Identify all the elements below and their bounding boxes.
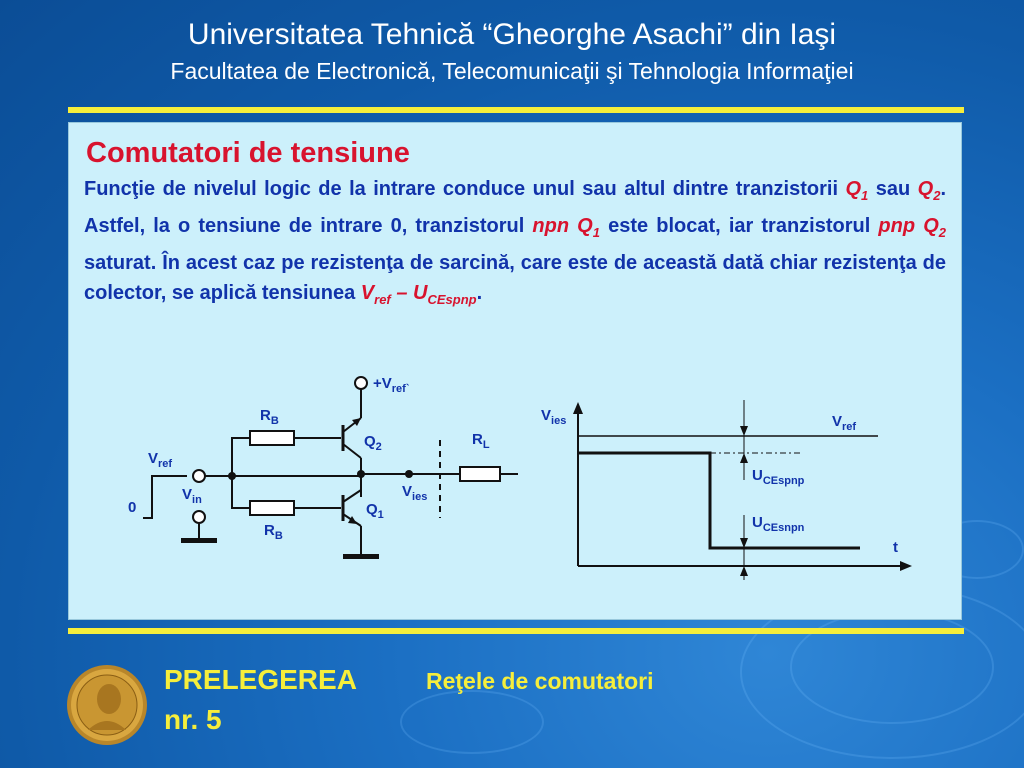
q2-collector — [343, 444, 361, 458]
vref-label: $V_{ref}$ — [832, 413, 857, 433]
vies-label: $V_{ies}$ — [402, 483, 428, 503]
q1-collector — [343, 490, 361, 502]
supply-terminal — [355, 377, 367, 389]
t-axis-label: t — [893, 539, 898, 556]
slide-title: Comutatori de tensiune — [86, 137, 410, 169]
y-axis-label: $V_{ies}$ — [541, 407, 567, 427]
ucesnpn-label: $U_{CEsnpn}$ — [752, 514, 805, 534]
input-terminal — [193, 470, 205, 482]
dim-arrow — [740, 426, 748, 436]
q2-ref: $Q_2$ — [923, 215, 946, 240]
t-axis-arrow — [900, 561, 912, 571]
circuit-dots — [181, 418, 413, 559]
rb-bottom-wire — [232, 476, 250, 508]
q2-ref: $Q_2$ — [917, 178, 941, 203]
rl-label: $R_L$ — [472, 431, 490, 451]
dim-arrow — [740, 566, 748, 576]
university-medal-logo — [67, 665, 147, 745]
body-paragraph: Funcţie de nivelul logic de la intrare conduce unul sau altul dintre tranzistorii $Q_1$ sau $Q_2$. Astfel, la o tensiune de intrare 0, tranzistorul npn $Q_1$ este blocat, iar tranzistorul pnp $Q_2$ saturat. În acest caz pe rezistenţa de sarcină, care este de această dată chiar rezistenţa de colector, se aplică tensiunea $V_{ref} - U_{CEspnp}$. — [84, 178, 946, 307]
junction-dot — [357, 470, 365, 478]
rl-resistor — [460, 467, 500, 481]
ground-bar — [343, 554, 379, 559]
q1-ref: $Q_1$ — [577, 215, 600, 240]
zero-label: 0 — [128, 499, 137, 516]
output-dot — [405, 470, 413, 478]
y-axis-arrow — [573, 402, 583, 414]
ucespnp-label: $U_{CEspnp}$ — [752, 467, 805, 487]
pnp-ref: pnp — [878, 215, 916, 237]
npn-ref: npn — [532, 215, 570, 237]
q1-ref: $Q_1$ — [845, 178, 869, 203]
input-step-wire — [143, 476, 187, 518]
lecture-number: nr. 5 — [164, 704, 222, 735]
rb-top-label: $R_B$ — [260, 407, 279, 427]
vin-label: $V_{in}$ — [182, 486, 202, 506]
bottom-divider — [68, 628, 964, 634]
output-waveform — [578, 453, 860, 548]
rb-top-resistor — [250, 431, 294, 445]
rb-bottom-label: $R_B$ — [264, 522, 283, 542]
ground-bar — [181, 538, 217, 543]
vref-input-label: $V_{ref}$ — [148, 450, 173, 470]
rb-bottom-resistor — [250, 501, 294, 515]
vref-ref: $V_{ref}$ — [360, 282, 391, 307]
faculty-title: Facultatea de Electronică, Telecomunicaţii şi Tehnologia Informaţiei — [170, 58, 854, 84]
supply-label: $+V_{ref`}$ — [373, 375, 410, 395]
q1-label: $Q_1$ — [366, 501, 384, 521]
ground-terminal — [193, 511, 205, 523]
q2-label: $Q_2$ — [364, 433, 382, 453]
uce-ref: $U_{CEspnp}$ — [413, 282, 477, 307]
lecture-topic: Reţele de comutatori — [426, 668, 654, 694]
university-title: Universitatea Tehnică “Gheorghe Asachi” din Iaşi — [187, 18, 837, 51]
rb-top-wire — [232, 438, 250, 476]
graph-arrows — [573, 402, 912, 576]
junction-dot — [228, 472, 236, 480]
dim-arrow — [740, 453, 748, 463]
lecture-label: PRELEGEREA — [164, 664, 357, 695]
switch-circuit — [143, 377, 518, 554]
